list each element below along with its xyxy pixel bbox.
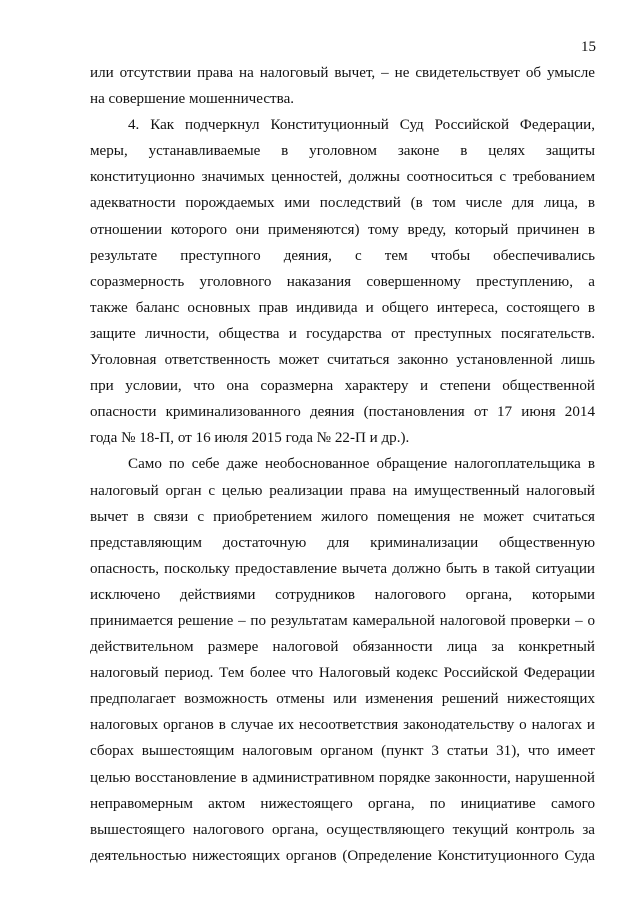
page-number: 15 bbox=[581, 39, 596, 55]
text-line: сборах вышестоящим налоговым органом (пункт 3 статьи 31), что имеет bbox=[90, 743, 595, 760]
text-line: действительном размере налоговой обязанности лица за конкретный bbox=[90, 639, 595, 656]
text-line: предполагает возможность отмены или изменения решений нижестоящих bbox=[90, 691, 595, 708]
text-line: принимается решение – по результатам камеральной налоговой проверки – о bbox=[90, 612, 595, 629]
text-line: целью восстановление в административном порядке законности, нарушенной bbox=[90, 769, 595, 786]
text-line: Уголовная ответственность может считаться законно установленной лишь bbox=[90, 352, 595, 369]
text-line: опасности криминализованного деяния (постановления от 17 июня 2014 bbox=[90, 404, 595, 421]
text-line: 4. Как подчеркнул Конституционный Суд Российской Федерации, bbox=[128, 117, 595, 134]
text-line: налоговых органов в случае их несоответствия законодательству о налогах и bbox=[90, 717, 595, 734]
text-line: соразмерность уголовного наказания совершенному преступлению, а bbox=[90, 273, 595, 290]
text-line: защите личности, общества и государства от преступных посягательств. bbox=[90, 325, 595, 342]
text-line: неправомерным актом нижестоящего органа, по инициативе самого bbox=[90, 795, 595, 812]
text-line: отношении которого они применяются) тому вреду, который причинен в bbox=[90, 221, 595, 238]
text-line: налоговый орган с целью реализации права на имущественный налоговый bbox=[90, 482, 595, 499]
text-line: результате преступного деяния, с тем чтобы обеспечивались bbox=[90, 247, 595, 264]
text-line: при условии, что она соразмерна характеру и степени общественной bbox=[90, 378, 595, 395]
text-line: или отсутствии права на налоговый вычет, – не свидетельствует об умысле bbox=[90, 65, 595, 81]
text-line: конституционно значимых ценностей, должны соотноситься с требованием bbox=[90, 169, 595, 186]
text-line: налоговый период. Тем более что Налоговый кодекс Российской Федерации bbox=[90, 665, 595, 682]
text-line: меры, устанавливаемые в уголовном законе в целях защиты bbox=[90, 143, 595, 160]
text-line: Само по себе даже необоснованное обращение налогоплательщика в bbox=[128, 456, 595, 473]
text-line: исключено действиями сотрудников налогового органа, которыми bbox=[90, 586, 595, 603]
text-line: вышестоящего налогового органа, осуществляющего текущий контроль за bbox=[90, 821, 595, 838]
text-line: вычет в связи с приобретением жилого помещения не может считаться bbox=[90, 508, 595, 525]
text-line: представляющим достаточную для криминализации общественную bbox=[90, 534, 595, 551]
text-line: опасность, поскольку предоставление вычета должно быть в такой ситуации bbox=[90, 560, 595, 577]
text-line: адекватности порождаемых ими последствий (в том числе для лица, в bbox=[90, 195, 595, 212]
document-body bbox=[90, 60, 595, 869]
text-line: также баланс основных прав индивида и общего интереса, состоящего в bbox=[90, 299, 595, 316]
text-line: на совершение мошенничества. bbox=[90, 91, 295, 108]
text-line: деятельностью нижестоящих органов (Определение Конституционного Суда bbox=[90, 847, 595, 864]
text-line: года № 18-П, от 16 июля 2015 года № 22-П и др.). bbox=[90, 430, 410, 447]
